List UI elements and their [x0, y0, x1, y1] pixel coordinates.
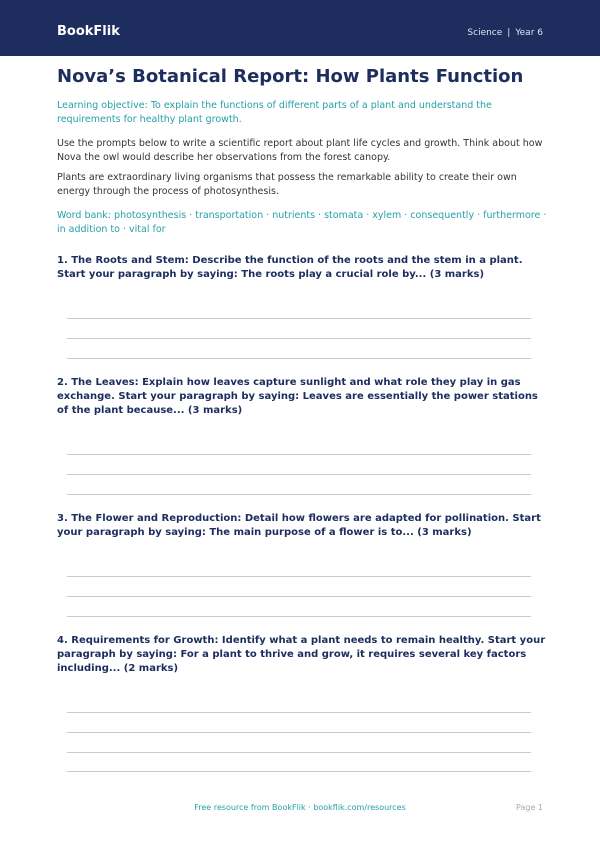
answer-line — [67, 318, 531, 319]
separator: | — [507, 28, 511, 38]
header-meta — [467, 28, 543, 38]
year-label: Year 6 — [515, 28, 543, 38]
answer-line — [67, 494, 531, 495]
word-bank: Word bank: photosynthesis · transportation · nutrients · stomata · xylem · consequently · furthermore · in addition to · vital for — [57, 210, 547, 235]
answer-line — [67, 616, 531, 617]
question-4: 4. Requirements for Growth: Identify what a plant needs to remain healthy. Start your paragraph by saying: For a plant to thrive and grow, it requires several key factors including... (2 marks) — [57, 635, 546, 674]
page-number: Page 1 — [516, 803, 543, 812]
footer-text: Free resource from BookFlik · bookflik.com/resources — [194, 803, 406, 812]
answer-line — [67, 712, 531, 713]
subject-label: Science — [467, 28, 503, 38]
question-3: 3. The Flower and Reproduction: Detail how flowers are adapted for pollination. Start your paragraph by saying: The main purpose of a flower is to... (3 marks) — [57, 512, 547, 540]
instruction-text: Use the prompts below to write a scientific report about plant life cycles and growth. Think about how Nova the owl would describe her observations from the forest canopy. — [57, 138, 543, 163]
answer-line — [67, 752, 531, 753]
header-bar — [0, 0, 600, 56]
question-2: 2. The Leaves: Explain how leaves capture sunlight and what role they play in gas exchange. Start your paragraph by saying: Leaves are essentially the power stations of the plant because... (3 marks) — [57, 376, 547, 418]
brand-logo: BookFlik — [57, 24, 120, 39]
answer-line — [67, 596, 531, 597]
page-title: Nova’s Botanical Report: How Plants Function — [57, 66, 524, 87]
answer-line — [67, 358, 531, 359]
intro-text: Plants are extraordinary living organisms that possess the remarkable ability to create their own energy through the process of photosynthesis. — [57, 172, 517, 197]
answer-line — [67, 771, 531, 772]
answer-line — [67, 576, 531, 577]
learning-objective: Learning objective: To explain the functions of different parts of a plant and understand the requirements for healthy plant growth. — [57, 100, 492, 125]
question-1: 1. The Roots and Stem: Describe the function of the roots and the stem in a plant. Start your paragraph by saying: The roots play a crucial role by... (3 marks) — [57, 255, 523, 280]
answer-line — [67, 732, 531, 733]
answer-line — [67, 454, 531, 455]
answer-line — [67, 338, 531, 339]
answer-line — [67, 474, 531, 475]
